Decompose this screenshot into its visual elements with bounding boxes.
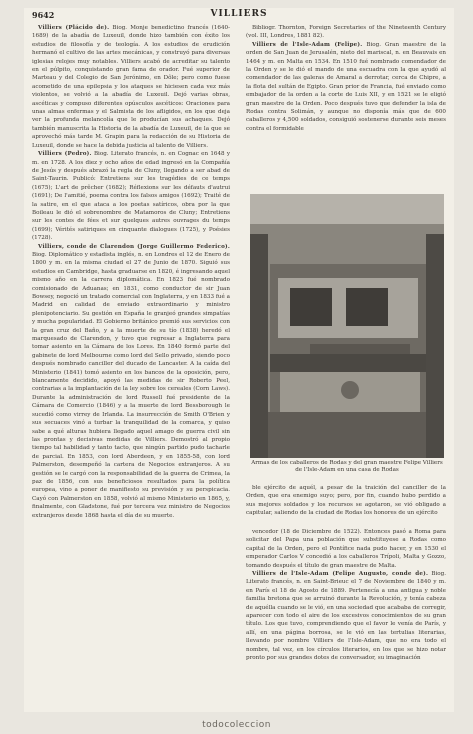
entry-text: vencedor (18 de Diciembre de 1522). Entonces pasó a Roma para solicitar del Papa una población que substituyese a Rodas como capital de la Orden, pero el Pontífice nada pudo hacer, y en 1530 el emperador Carlos V concedió a los caballeros Trípoli, Malta y Gozzo, tomando después el título de gran maestre de Malta. [246,529,446,569]
document-page [24,8,454,712]
photograph [250,194,444,458]
entry-text: Biog. Gran maestre de la orden de San Juan de Jerusalén, nieto del mariscal, n. en Beauvais en 1464 y m. en Malta en 1534. En 1510 fué nombrado comendador de la Orden y se le dió el mando de una escuadra con la que ayudó al comendador de las galeras de Amaral a derrotar, cerca de Chipre, a la flota del sultán de Egipto. Gran prior de Francia, fué enviado como embajador de la orden a la corte de Luis XII, y en 1521 se le eligió gran maestre de la Orden. Poco después tuvo que defender la isla de Rodas contra Solimán, y aunque no disponía más que de 600 caballeros y 4,500 soldados, consiguió sostenerse durante seis meses contra el formidable [246,41,446,132]
entry [32,150,230,242]
entry [246,528,446,570]
entry [246,41,446,133]
entry-text: Bibliogr. Thornton, Foreign Secretaries of the Nineteenth Century (vol. III, Londres, 1881 82). [246,25,446,40]
photo-caption: Armas de los caballeros de Rodas y del gran maestre Felipe Villiers de l'Isle-Adam en una casa de Rodas [251,460,443,474]
entry-head: Villiers (Pedro). [38,151,92,158]
building-facade-image [250,194,444,458]
entry-text: Biog. Literato francés, n. en Saint-Brieuc el 7 de Noviembre de 1840 y m. en París el 18 de Agosto de 1889. Pertenecía a una antigua y noble familia bretona que se arruinó durante la Revolución, y tenía cabeza de aquélla cuando se le vió, en una sociedad que acababa de corregir, aparecer con todo el aire de los excesivos conocimientos de su gran título. Los que tuvo, comprendiendo que el favor le venía de París, y allí, en una página borrosa, se le vió en las tertulias literarias, llevando por nombre Villiers de l'Isle-Adam, que no era todo el nombre, tal vez, en los círculos literarios, en los que se hizo notar pronto por sus grandes dotes de conversador, su imaginación [246,571,446,662]
entry-text: Biog. Monje benedictino francés (1640-1689) de la abadía de Luxeuil, donde hizo también con éxito los estudios de filosofía y de teología. A los estudios de erudición hermanó el cultivo de las artes mecánicas, y construyó para diversas iglesias relojes muy notables. Villiers acabó de acreditar su talento en el púlpito, conquistando gran fama de orador. Fué superior de Marteau y del Colegio de San Jerónimo, en Dôle; pero como fuese acometido de una epilepsia y los ataques se hiciesen cada vez más violentos, se volvió a la abadía de Luxeuil. Dejó varias obras, ascéticas y compuso diferentes opúsculos ascéticos: Oraciones para unas almas enfermas y el Salmista de los afligidos, en los que deja ver la profunda melancolía que le producían sus achaques. Dejó también manuscrita la Historia de la abadía de Luxeuil, de la que se aprovechó más tarde M. Grapin para la redacción de su Historia de Luxeuil, donde se hace la debida justicia al talento de Villiers. [32,25,230,149]
entry-head: Villiers de l'Isle-Adam (Felipe Augusto, conde de). [252,571,429,578]
entry [32,24,230,150]
entry-head: Villiers (Plácido de). [38,25,110,31]
right-column-top [246,24,446,190]
page-number: 9642 [32,10,55,20]
entry [32,243,230,520]
running-head: VILLIERS [210,9,268,19]
watermark: todocoleccion [202,720,271,730]
left-column [32,24,230,696]
entry-text: Biog. Literato francés, n. en Cognac en 1648 y m. en 1728. A los diez y ocho años de edad ingresó en la Compañía de Jesús y después abrazó la regla de Cluny, llegando a ser abad de Saint-Taurin. Publicó: Entretiens sur les tragédies de ce temps (1675); L'art de prêcher (1682); Réflexions sur les défauts d'autrui (1691); De l'amitié, poema contra los falsos amigos (1692); Traité de la satire, en el que ataca a los poetas satíricos, obra por la que Boileau le dió el sobrenombre de Matamoros de Cluny; Entretiens sur les contes de fées et sur quelques autres ouvrages du temps (1699); Vérités satiriques en cinquante dialogues (1725), y Poésies (1728). [32,151,230,242]
entry-text: Biog. Diplomático y estadista inglés, n. en Londres el 12 de Enero de 1800 y m. en la misma ciudad el 27 de Junio de 1870. Siguió sus estudios en Cambridge, hasta graduarse en 1820, é ingresando aquel mismo año en la carrera diplomática. En 1823 fué nombrado comisionado de Aduanas; en 1831, como conductor de sir Juan Bowsey, negoció un tratado comercial con Inglaterra, y en 1833 fué a Madrid en calidad de enviado extraordinario y ministro plenipotenciario. Su gestión en España le granjeó grandes simpatías y mucha popularidad. El Gobierno británico premió sus servicios con la gran cruz del Baño, y a la muerte de su tío (1838) heredó el marquesado de Clarendon, y tuvo que regresar a Inglaterra para tomar asiento en la Cámara de los Lores. En 1840 formó parte del gabinete de lord Melbourne como lord del Sello privado, siendo poco después nombrado canciller del ducado de Lancaster. A la caída del Ministerio (1841) tomó asiento en los bancos de la oposición, pero, blancamente decidido, apoyó las medidas de sir Roberto Peel, contrarias a la implantación de la ley sobre los cereales (Corn Laws). Durante la administración de lord Russell fué presidente de la Cámara de Comercio (1846) y a la muerte de lord Bessborough le sucedió como virrey de Irlanda. La insurrección de Smith O'Brien y sus secuaces vinó a turbar la tranquilidad de la comarca, y quiso sabe a qué alturas hubiera llegado aquel amago de guerra civil sin las prontas y decisivas medidas de Villiers. Demostró al propio tiempo tal habilidad y tanto tacto, que ningún partido pudo tacharle de parcial. En 1853, con lord Aberdeen, y en 1855-58, con lord Palmerston, desempeñó la cartera de Negocios extranjeros. A su gestión se le cargó con la responsabilidad de la guerra de Crimea, la paz de 1856, con sus beneficiosos resultados para la política europea, vino a poner de manifiesto su previsión y su perspicacia. Cayó con Palmerston en 1858, volvió al mismo Ministerio en 1865, y, finalmente, con Gladstone, fué por tercera vez ministro de Negocios extranjeros desde 1868 hasta el día de su muerte. [32,251,230,519]
page-header [32,8,446,22]
entry [246,24,446,41]
right-column-bottom [246,528,446,696]
entry-text: ble ejército de aquél, a pesar de la traición del canciller de la Orden, que era enemigo suyo; pero, por fin, cuando hubo perdido a sus mejores soldados y los recursos se agotaron, se vió obligado a capitular, saliendo de la ciudad de Rodas los honores de un ejército [246,485,446,517]
right-column-mid [246,484,446,528]
entry [246,484,446,518]
entry [246,570,446,662]
entry-head: Villiers de l'Isle-Adam (Felipe). [252,41,363,48]
entry-head: Villiers, conde de Clarendon (Jorge Guillermo Federico). [38,243,230,250]
